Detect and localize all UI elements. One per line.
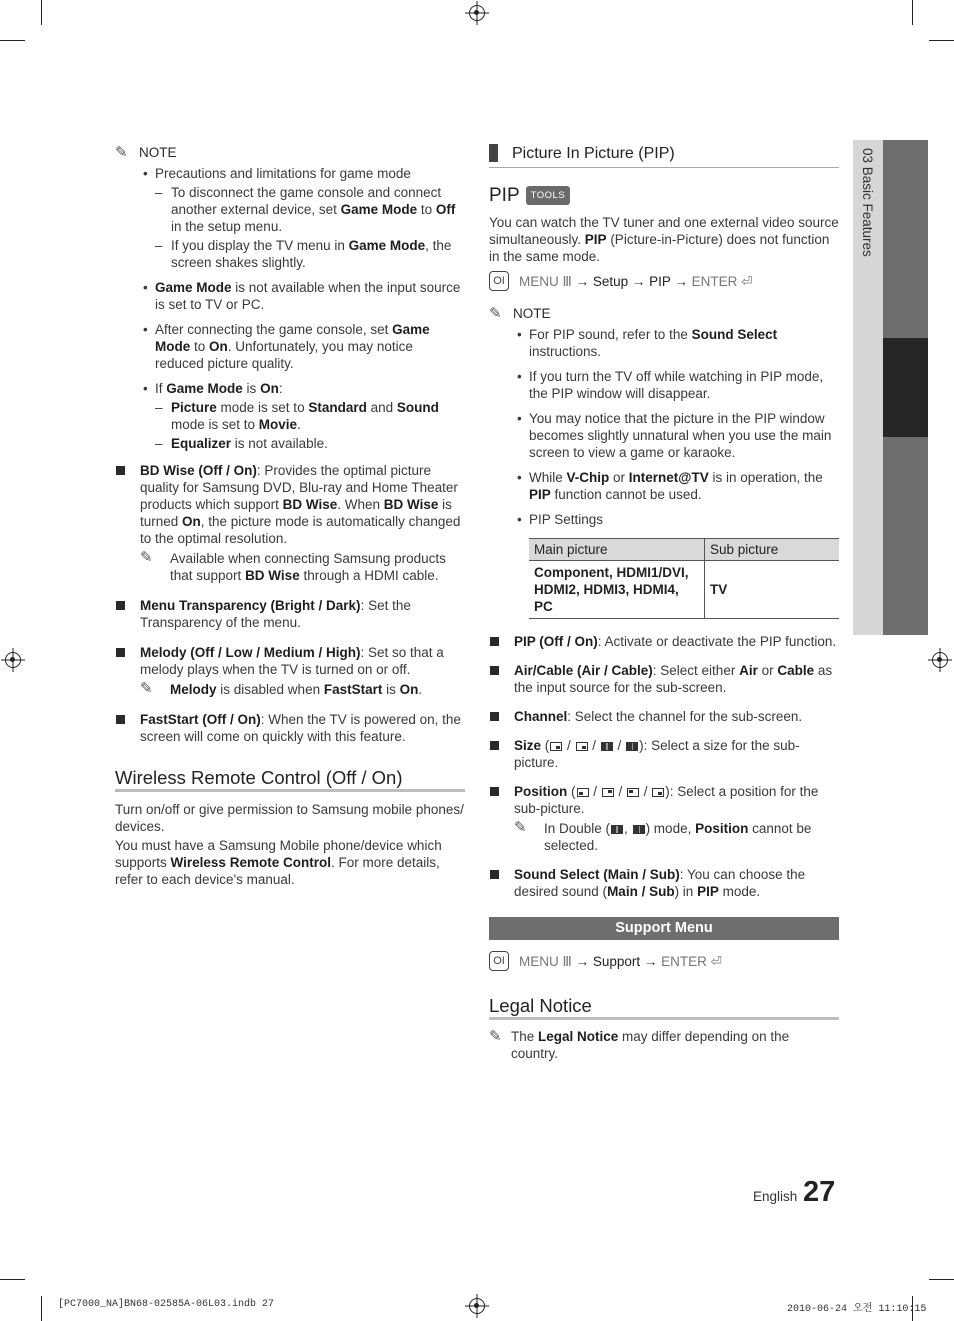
list-item: • While V-Chip or Internet@TV is in operation, the PIP function cannot be used. xyxy=(513,469,839,503)
section-title-legal-notice: Legal Notice xyxy=(489,997,839,1020)
pip-settings-table xyxy=(529,538,839,619)
crop-mark xyxy=(0,40,25,41)
section-header-pip: Picture In Picture (PIP) xyxy=(489,144,839,168)
chapter-label: 03 Basic Features xyxy=(860,148,875,257)
section-marker-icon xyxy=(489,144,498,162)
pencil-icon: ✎ xyxy=(140,680,153,697)
setting-air-cable: Air/Cable (Air / Cable): Select either Air or Cable as the input source for the sub-screen. xyxy=(489,662,839,696)
enter-icon: ⏎ xyxy=(706,953,722,969)
crop-mark xyxy=(0,1279,25,1280)
list-item: • If Game Mode is On: – Picture mode is set to Standard and Sound mode is set to Movie. – Equalizer is not available. xyxy=(139,380,465,452)
chapter-tab-band xyxy=(883,140,928,338)
registration-mark-icon xyxy=(932,652,948,668)
setting-pip: PIP (Off / On): Activate or deactivate the PIP function. xyxy=(489,633,839,650)
pencil-icon: ✎ xyxy=(115,144,128,161)
sub-note: ✎ Available when connecting Samsung products that support BD Wise through a HDMI cable. xyxy=(140,549,446,583)
page-number: 27 xyxy=(803,1176,836,1208)
registration-mark-icon xyxy=(469,5,485,21)
remote-hand-icon: OI xyxy=(489,271,509,291)
table-row xyxy=(529,539,839,561)
setting-sound-select: Sound Select (Main / Sub): You can choose the desired sound (Main / Sub) in PIP mode. xyxy=(489,866,839,900)
size-double-icon xyxy=(611,825,623,834)
sub-note: ✎ Melody is disabled when FastStart is On. xyxy=(140,680,423,697)
list-item: – Equalizer is not available. xyxy=(155,435,465,452)
list-item: • If you turn the TV off while watching in PIP mode, the PIP window will disappear. xyxy=(513,368,839,402)
sub-note: ✎ In Double ( , ) mode, Position cannot be selected. xyxy=(514,819,812,853)
table-row xyxy=(529,561,839,619)
table-header: Sub picture xyxy=(705,539,840,561)
menu-path: OI MENU Ⅲ → Support → ENTER ⏎ xyxy=(489,951,839,971)
setting-faststart: FastStart (Off / On): When the TV is powered on, the screen will come on quickly with this feature. xyxy=(115,711,465,745)
table-cell: TV xyxy=(705,561,840,619)
note-list xyxy=(513,326,839,619)
position-top-left-icon xyxy=(627,788,639,797)
setting-channel: Channel: Select the channel for the sub-screen. xyxy=(489,708,839,725)
setting-menu-transparency: Menu Transparency (Bright / Dark): Set the Transparency of the menu. xyxy=(115,597,465,631)
list-item: – Picture mode is set to Standard and Sound mode is set to Movie. xyxy=(155,399,465,433)
table-header: Main picture xyxy=(529,539,705,561)
list-item: • PIP Settings xyxy=(513,511,839,528)
setting-position: Position ( / / / ): Select a position for the sub-picture. ✎ In Double ( , ) mode, Position cannot be selected. xyxy=(489,783,839,854)
menu-icon: Ⅲ xyxy=(558,273,572,289)
page-language: English xyxy=(753,1189,798,1204)
print-footer-right: 2010-06-24 오전 11:10:15 xyxy=(787,1304,927,1315)
paragraph: Turn on/off or give permission to Samsung mobile phones/ devices. xyxy=(115,802,464,834)
menu-path: OI MENU Ⅲ → Setup → PIP → ENTER ⏎ xyxy=(489,271,839,291)
position-top-right-icon xyxy=(602,788,614,797)
registration-mark-icon xyxy=(469,1298,485,1314)
section-title-wireless: Wireless Remote Control (Off / On) xyxy=(115,769,465,792)
pip-options xyxy=(489,633,839,900)
size-large-icon xyxy=(576,742,588,751)
list-item: • After connecting the game console, set Game Mode to On. Unfortunately, you may notice reduced picture quality. xyxy=(139,321,465,372)
menu-icon: Ⅲ xyxy=(558,953,572,969)
list-item: • For PIP sound, refer to the Sound Select instructions. xyxy=(513,326,839,360)
registration-mark-icon xyxy=(5,652,21,668)
pencil-icon: ✎ xyxy=(514,819,527,836)
pencil-icon: ✎ xyxy=(489,1028,502,1045)
pencil-icon: ✎ xyxy=(489,305,502,322)
list-item: – To disconnect the game console and connect another external device, set Game Mode to Off in the setup menu. xyxy=(155,184,465,235)
chapter-tab-active xyxy=(883,338,928,437)
table-cell: Component, HDMI1/DVI, HDMI2, HDMI3, HDMI4, PC xyxy=(529,561,705,619)
note-heading: ✎ NOTE xyxy=(489,305,551,322)
crop-mark xyxy=(929,1279,954,1280)
pip-settings-table-wrap xyxy=(529,538,839,619)
enter-icon: ⏎ xyxy=(737,273,753,289)
crop-mark xyxy=(41,0,42,25)
note-list xyxy=(139,165,465,452)
size-double-icon xyxy=(601,742,613,751)
setting-melody: Melody (Off / Low / Medium / High): Set so that a melody plays when the TV is turned on or off. ✎ Melody is disabled when FastStart is On. xyxy=(115,644,465,698)
pip-heading: PIP TOOLS xyxy=(489,186,839,205)
setting-size: Size ( / / / ): Select a size for the sub-picture. xyxy=(489,737,839,771)
remote-hand-icon: OI xyxy=(489,951,509,971)
list-item: • Game Mode is not available when the input source is set to TV or PC. xyxy=(139,279,465,313)
list-item: • Precautions and limitations for game mode – To disconnect the game console and connect another external device, set Game Mode to Off in the setup menu. – If you display the TV menu in Game Mode, the screen shakes slightly. xyxy=(139,165,465,271)
position-bottom-left-icon xyxy=(577,788,589,797)
size-double-half-icon xyxy=(633,825,645,834)
paragraph: You must have a Samsung Mobile phone/device which supports Wireless Remote Control. For more details, refer to each device's manual. xyxy=(115,838,442,887)
chapter-tab-band xyxy=(883,437,928,635)
paragraph: You can watch the TV tuner and one external video source simultaneously. PIP (Picture-in-Picture) does not function in the same mode. xyxy=(489,215,839,264)
list-item: • You may notice that the picture in the PIP window becomes slightly unnatural when you use the main screen to view a game or karaoke. xyxy=(513,410,839,461)
crop-mark xyxy=(41,1296,42,1321)
tools-badge: TOOLS xyxy=(526,186,571,205)
left-column xyxy=(115,144,465,888)
right-column xyxy=(489,144,839,1062)
section-header-support-menu: Support Menu xyxy=(489,917,839,940)
setting-bd-wise: BD Wise (Off / On): Provides the optimal picture quality for Samsung DVD, Blu-ray and Home Theater products which support BD Wise. When BD Wise is turned On, the picture mode is automatically changed to the optimal resolution. ✎ Available when connecting Samsung products that support BD Wise through a HDMI cable. xyxy=(115,462,465,584)
size-double-half-icon xyxy=(626,742,638,751)
crop-mark xyxy=(929,40,954,41)
position-bottom-right-icon xyxy=(652,788,664,797)
note-heading: ✎ NOTE xyxy=(115,144,177,161)
legal-note: ✎ The Legal Notice may differ depending on the country. xyxy=(489,1028,790,1061)
pencil-icon: ✎ xyxy=(140,549,153,566)
list-item: – If you display the TV menu in Game Mode, the screen shakes slightly. xyxy=(155,237,465,271)
crop-mark xyxy=(912,0,913,25)
print-footer-left: [PC7000_NA]BN68-02585A-06L03.indb 27 xyxy=(58,1299,275,1310)
size-small-icon xyxy=(550,742,562,751)
